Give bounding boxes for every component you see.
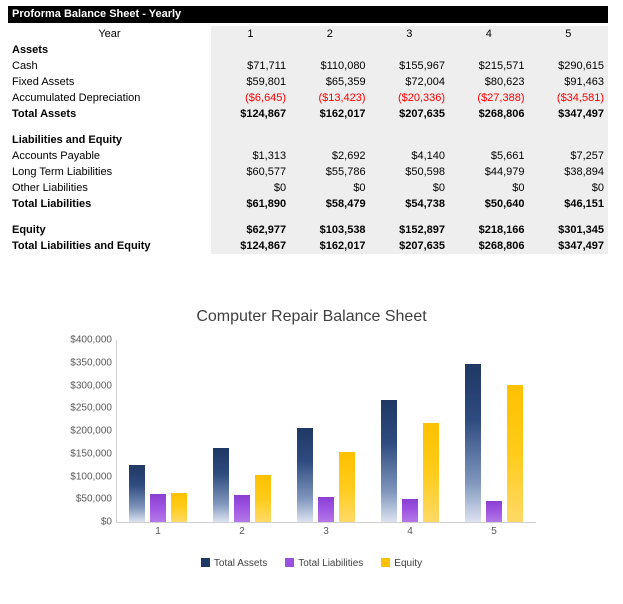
row-value: $55,786 [290,164,369,180]
balance-sheet-table [8,26,608,254]
legend-swatch-icon [201,558,210,567]
section-heading-cell [211,42,290,58]
row-label: Fixed Assets [12,76,75,88]
bar-assets [297,428,313,522]
table-spacer-row [8,212,608,222]
header-year: 1 [211,26,290,42]
row-value: $65,359 [290,74,369,90]
row-value: $4,140 [370,148,449,164]
row-value: $71,711 [211,58,290,74]
table-spacer-row [8,122,608,132]
legend-item [285,558,363,569]
row-value: $124,867 [211,106,290,122]
bar-equity [423,423,439,522]
x-tick-label: 3 [323,526,329,537]
table-header-row [8,26,608,42]
section-heading-label: Liabilities and Equity [12,134,123,146]
x-tick-label: 4 [407,526,413,537]
row-label: Cash [12,60,38,72]
section-heading-cell [529,42,609,58]
header-year: 4 [449,26,528,42]
row-label: Total Assets [12,108,77,120]
row-value: ($13,423) [290,90,369,106]
bar-assets [129,465,145,522]
spacer-cell [529,212,609,222]
table-row [8,148,608,164]
page-title: Proforma Balance Sheet - Yearly [8,6,608,23]
table-row [8,180,608,196]
legend-swatch-icon [285,558,294,567]
spacer-cell [370,122,449,132]
bar-equity [171,493,187,522]
section-heading-cell [370,132,449,148]
row-value: $301,345 [529,222,609,238]
row-value: ($6,645) [211,90,290,106]
row-value: $2,692 [290,148,369,164]
row-value: $110,080 [290,58,369,74]
row-label: Long Term Liabilities [12,166,113,178]
plot-area [116,340,536,522]
row-value: $54,738 [370,196,449,212]
row-value: $347,497 [529,106,609,122]
bar-liab [402,499,418,522]
row-value: $290,615 [529,58,609,74]
x-axis-line [116,522,536,523]
chart-title: Computer Repair Balance Sheet [196,308,427,325]
spacer-cell [8,122,211,132]
x-tick-label: 2 [239,526,245,537]
spacer-cell [290,212,369,222]
section-heading-cell [370,42,449,58]
row-value: $46,151 [529,196,609,212]
header-year: 3 [370,26,449,42]
y-tick-label: $200,000 [70,425,112,437]
y-tick-label: $100,000 [70,471,112,482]
section-heading-cell [290,42,369,58]
row-value: $58,479 [290,196,369,212]
header-year: 5 [529,26,609,42]
row-value: $5,661 [449,148,528,164]
row-label: Equity [12,224,46,236]
row-value: $50,598 [370,164,449,180]
section-heading-cell [290,132,369,148]
row-value: $103,538 [290,222,369,238]
row-value: $152,897 [370,222,449,238]
header-label: Year [98,28,121,40]
row-value: $80,623 [449,74,528,90]
y-tick-label: $350,000 [70,357,112,369]
table-row [8,90,608,106]
x-tick-label: 1 [155,526,161,537]
header-year: 2 [290,26,369,42]
row-value: $215,571 [449,58,528,74]
y-tick-label: $400,000 [70,334,112,346]
row-value: ($34,581) [529,90,609,106]
row-value: $60,577 [211,164,290,180]
row-value: ($27,388) [449,90,528,106]
legend-item [381,558,422,569]
bar-liab [486,501,502,522]
y-tick-label: $50,000 [75,493,112,505]
row-value: $1,313 [211,148,290,164]
legend-swatch-icon [381,558,390,567]
chart-legend [8,558,615,569]
row-value: $44,979 [449,164,528,180]
row-value: $0 [211,180,290,196]
section-heading-cell [211,132,290,148]
row-value: $268,806 [449,238,528,254]
bar-liab [150,494,166,522]
spacer-cell [449,212,528,222]
bar-assets [465,364,481,522]
bar-liab [318,497,334,522]
row-value: $155,967 [370,58,449,74]
spacer-cell [290,122,369,132]
row-value: $162,017 [290,106,369,122]
row-value: $0 [370,180,449,196]
row-label: Total Liabilities [12,198,92,210]
y-tick-label: $0 [100,516,112,528]
row-value: $72,004 [370,74,449,90]
row-value: $7,257 [529,148,609,164]
row-value: $268,806 [449,106,528,122]
legend-item [201,558,267,569]
bar-assets [213,448,229,522]
row-value: $207,635 [370,238,449,254]
table-section-heading [8,132,608,148]
table-row [8,222,608,238]
row-value: $124,867 [211,238,290,254]
row-value: $61,890 [211,196,290,212]
row-value: $0 [290,180,369,196]
table-row [8,196,608,212]
y-tick-label: $150,000 [70,448,112,460]
row-label: Accumulated Depreciation [12,92,141,104]
section-heading-label: Assets [12,44,49,56]
section-heading-cell [449,132,528,148]
bar-equity [507,385,523,522]
x-tick-label: 5 [491,526,497,537]
y-tick-label: $300,000 [70,380,112,391]
row-value: $162,017 [290,238,369,254]
chart-container [8,300,615,598]
row-value: $0 [529,180,609,196]
spacer-cell [211,212,290,222]
section-heading-cell [449,42,528,58]
table-row [8,164,608,180]
bar-equity [255,475,271,522]
table-row [8,58,608,74]
row-value: $0 [449,180,528,196]
legend-label: Equity [394,558,423,569]
table-body [8,26,608,254]
row-value: $59,801 [211,74,290,90]
row-value: $38,894 [529,164,609,180]
y-axis-ticks [8,334,112,528]
row-value: ($20,336) [370,90,449,106]
row-value: $62,977 [211,222,290,238]
x-axis-ticks [116,526,536,542]
spacer-cell [449,122,528,132]
row-value: $50,640 [449,196,528,212]
bar-assets [381,400,397,522]
row-label: Other Liabilities [12,182,88,194]
section-heading-cell [529,132,609,148]
bar-equity [339,452,355,522]
row-value: $347,497 [529,238,609,254]
y-tick-label: $250,000 [70,402,112,414]
spacer-cell [529,122,609,132]
spacer-cell [8,212,211,222]
spacer-cell [370,212,449,222]
legend-label: Total Liabilities [298,558,364,569]
table-row [8,238,608,254]
spacer-cell [211,122,290,132]
row-value: $218,166 [449,222,528,238]
row-value: $91,463 [529,74,609,90]
row-label: Accounts Payable [12,150,101,162]
table-row [8,74,608,90]
row-value: $207,635 [370,106,449,122]
bar-liab [234,495,250,522]
legend-label: Total Assets [213,558,268,569]
table-row [8,106,608,122]
row-label: Total Liabilities and Equity [12,240,151,252]
table-section-heading [8,42,608,58]
